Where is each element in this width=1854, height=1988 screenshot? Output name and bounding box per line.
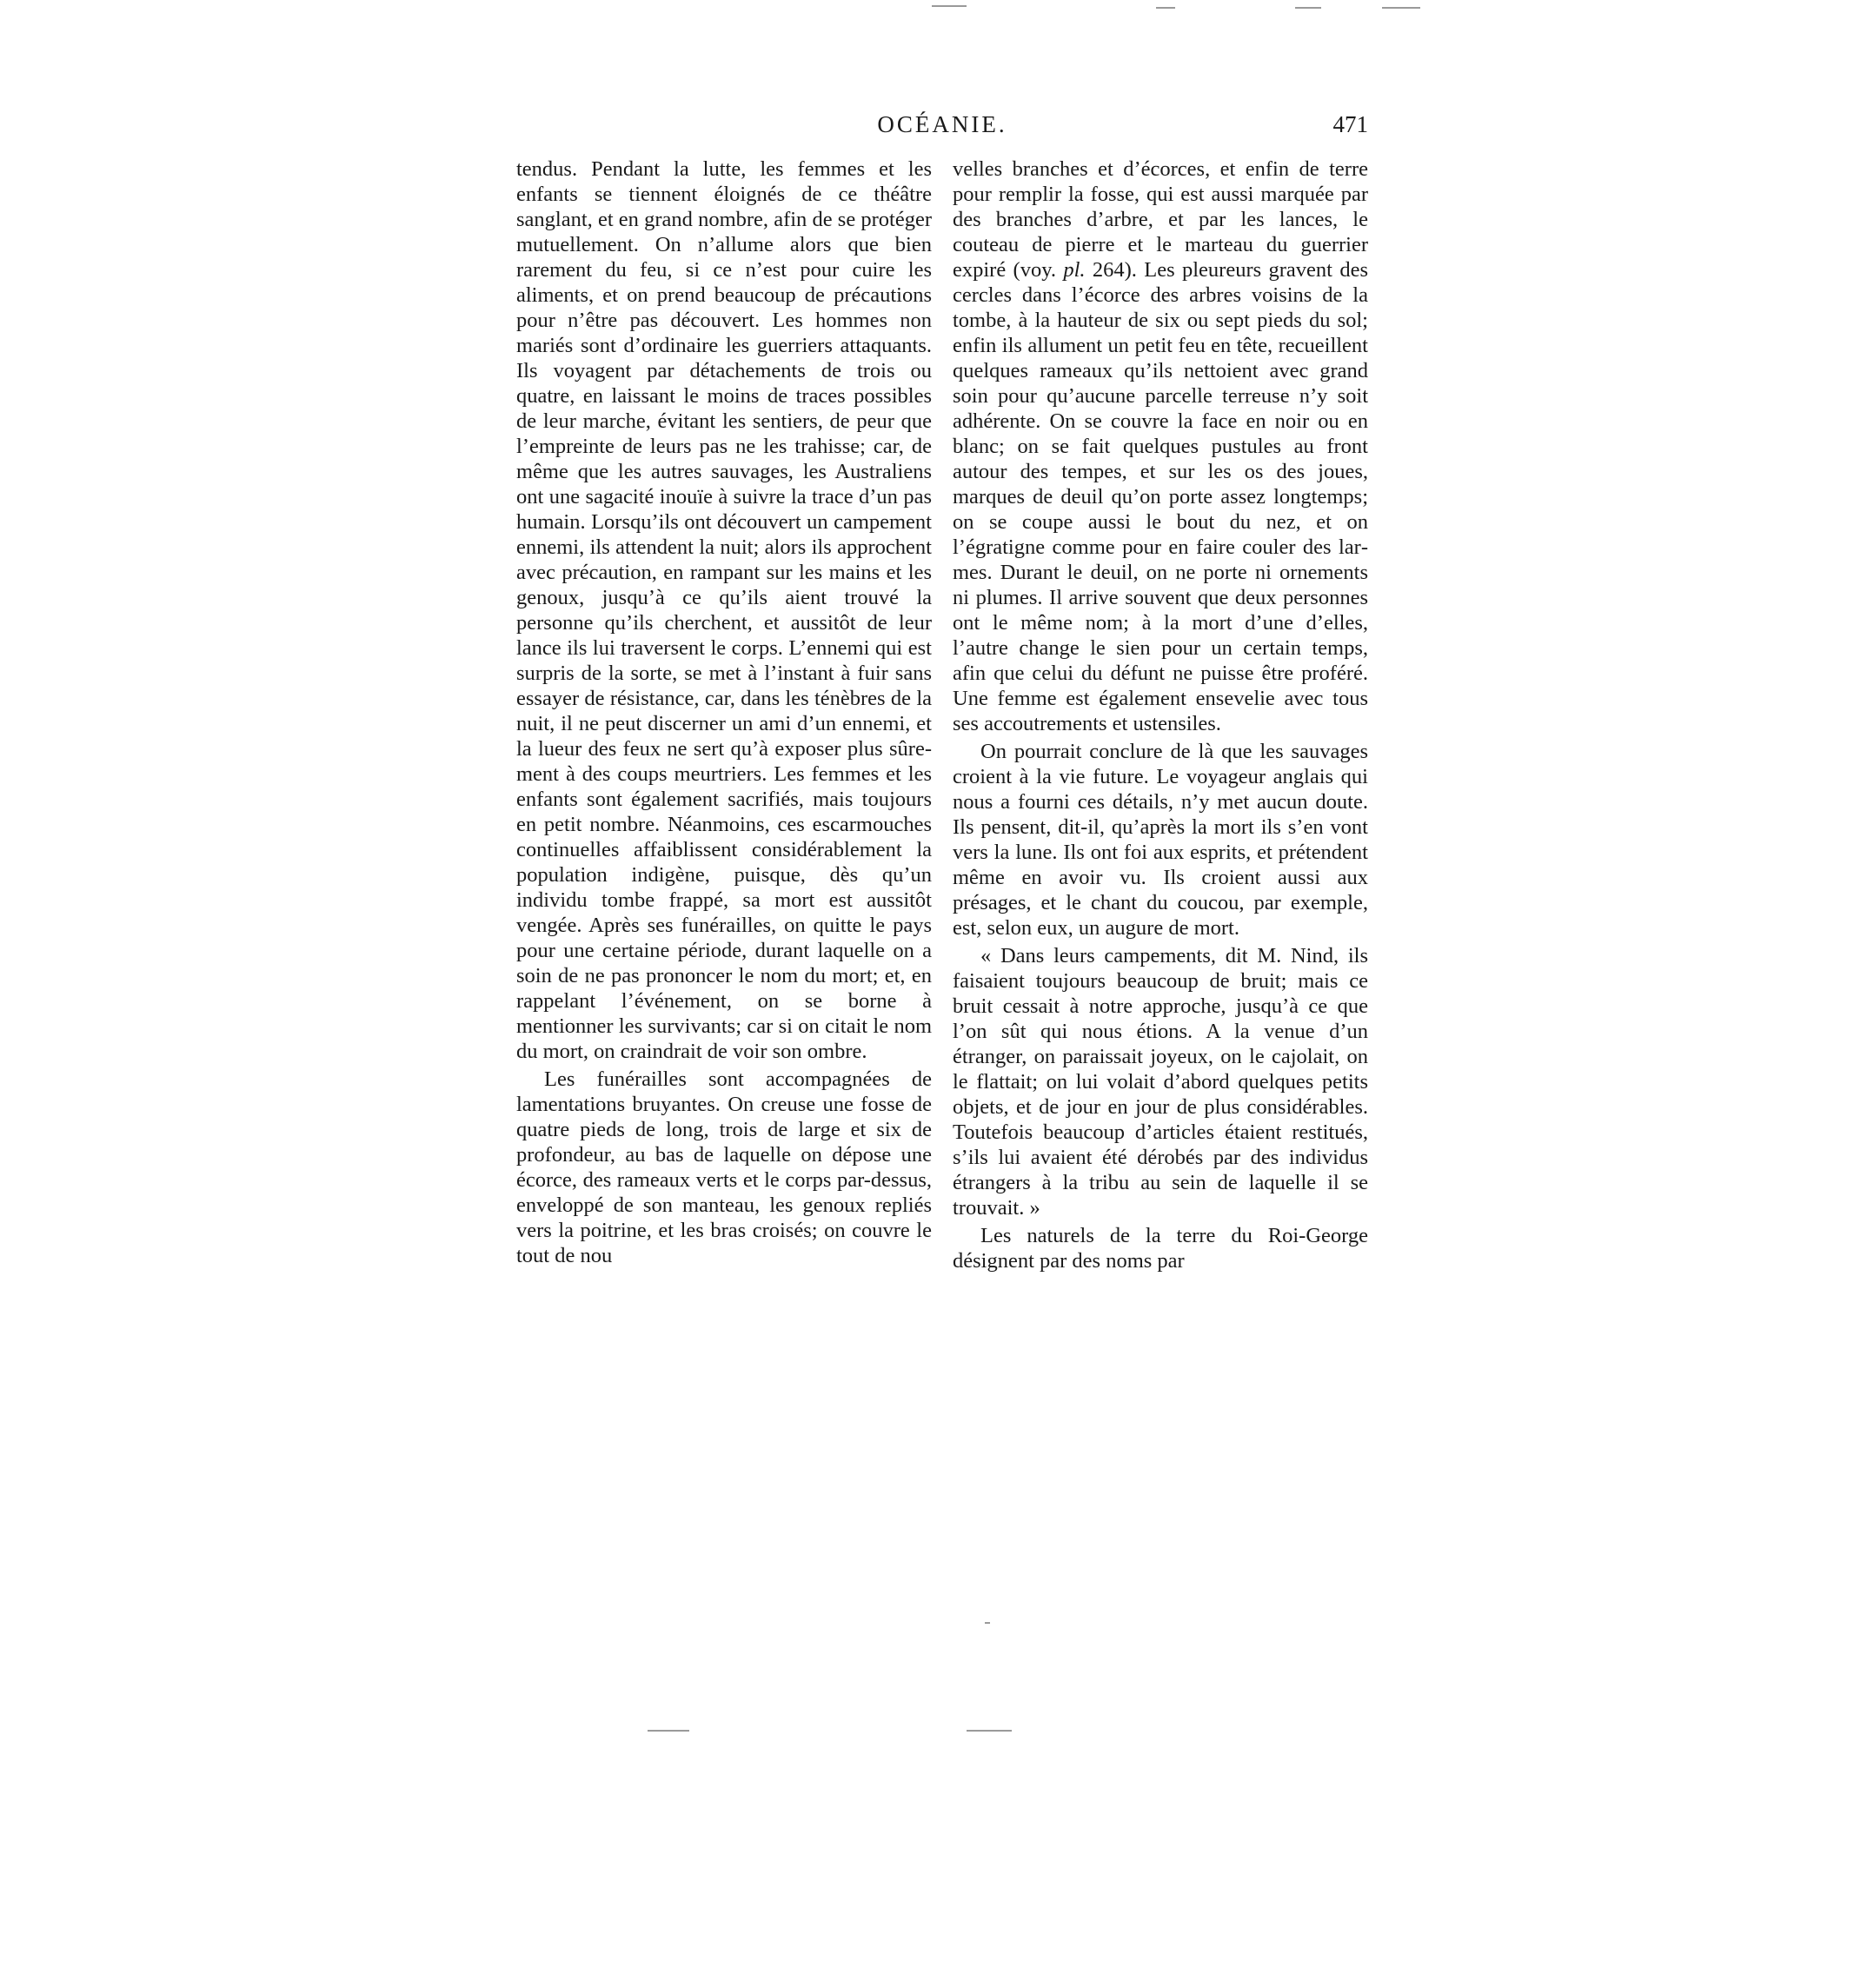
page-number: 471 [1332, 111, 1368, 137]
scan-speck [1156, 7, 1175, 9]
scan-speck [1295, 7, 1321, 9]
scan-speck [967, 1730, 1012, 1732]
scan-speck [932, 5, 967, 7]
running-head [516, 111, 1368, 146]
paragraph-quotation-nind: « Dans leurs campements, dit M. Nind, ils faisaient toujours beaucoup de bruit; mais ce bruit cessait à notre approche, jusqu’à ce que l’on sût qui nous étions. A la venue d’un étranger, on paraissait joyeux, on le cajolait, on le flattait; on lui volait d’abord quelques petits objets, et de jour en jour de plus considérables. Toutefois beaucoup d’articles étaient restitués, s’ils lui avaient été dérobés par des individus étrangers à la tribu au sein de laquelle il se trouvait. » [953, 944, 1368, 1220]
plate-reference: pl. [1063, 258, 1086, 282]
paragraph-burial-text-b: 264). Les pleureurs gravent des cercles dans l’écorce des arbres voisins de la tombe, à la hauteur de six ou sept pieds du sol; enfin ils allument un petit feu en tête, recueillent quelques rameaux qu’ils nettoient avec grand soin pour qu’aucune parcelle terreuse n’y soit adhérente. On se couvre la face en noir ou en blanc; on se fait quelques pustules au front autour des tempes, et sur les os des joues, marques de deuil qu’on porte assez longtemps; on se coupe aussi le bout du nez, et on l’égratigne comme pour en faire couler des larmes. Durant le deuil, on ne porte ni ornements ni plumes. Il arrive souvent que deux personnes ont le même nom; à la mort d’une d’elles, l’autre change le sien pour un certain temps, afin que celui du défunt ne puisse être proféré. Une femme est également ensevelie avec tous ses accoutrements et ustensiles. [953, 258, 1368, 735]
paragraph-burial-text-a: velles branches et d’écorces, et enfin de terre pour remplir la fosse, qui est aussi marquée par des branches d’arbre, et par les lances, le couteau de pierre et le marteau du guerrier expiré (voy. [953, 157, 1368, 282]
paragraph-burial-continued [953, 156, 1368, 736]
running-title: OCÉANIE. [877, 111, 1007, 137]
scan-speck [1382, 7, 1420, 9]
paragraph-afterlife: On pourrait conclure de là que les sauvages croient à la vie future. Le voyageur anglais qui nous a fourni ces détails, n’y met aucun doute. Ils pensent, dit-il, qu’après la mort ils s’en vont vers la lune. Ils ont foi aux esprits, et prétendent même en avoir vu. Ils croient aussi aux présages, et le chant du coucou, par exemple, est, selon eux, un augure de mort. [953, 740, 1368, 940]
paragraph-continued: tendus. Pendant la lutte, les femmes et les enfants se tiennent éloignés de ce théâtre sanglant, et en grand nombre, afin de se protéger mutuellement. On n’allume alors que bien rarement du feu, si ce n’est pour cuire les aliments, et on prend beaucoup de précautions pour n’être pas découvert. Les hommes non mariés sont d’ordinaire les guerriers attaquants. Ils voyagent par détachements de trois ou quatre, en laissant le moins de traces possibles de leur marche, évitant les sentiers, de peur que l’empreinte de leurs pas ne les trahisse; car, de même que les autres sauvages, les Australiens ont une sagacité inouïe à suivre la trace d’un pas humain. Lorsqu’ils ont découvert un campement ennemi, ils attendent la nuit; alors ils approchent avec précaution, en rampant sur les mains et les genoux, jusqu’à ce qu’ils aient trouvé la personne qu’ils cherchent, et aussitôt de leur lance ils lui traversent le corps. L’ennemi qui est surpris de la sorte, se met à l’instant à fuir sans essayer de résistance, car, dans les ténèbres de la nuit, il ne peut discerner un ami d’un ennemi, et la lueur des feux ne sert qu’à exposer plus sûrement à des coups meurtriers. Les femmes et les enfants sont également sacrifiés, mais toujours en petit nombre. Néanmoins, ces escarmouches continuelles affaiblissent considérablement la population indigène, puisque, dès qu’un individu tombe frappé, sa mort est aussitôt vengée. Après ses funérailles, on quitte le pays pour une certaine période, durant laquelle on a soin de ne pas prononcer le nom du mort; et, en rappelant l’événement, on se borne à mentionner les survivants; car si on citait le nom du mort, on craindrait de voir son ombre. [516, 157, 932, 1063]
left-column [516, 156, 932, 1268]
right-column [953, 156, 1368, 1273]
scan-speck [985, 1622, 990, 1624]
paragraph-funerals: Les funérailles sont accompagnées de lamentations bruyantes. On creuse une fosse de quatre pieds de long, trois de large et six de profondeur, au bas de laquelle on dépose une écorce, des rameaux verts et le corps par-dessus, enveloppé de son manteau, les genoux repliés vers la poitrine, et les bras croisés; on couvre le tout de nou [516, 1067, 932, 1267]
paragraph-king-george: Les naturels de la terre du Roi-George désignent par des noms par [953, 1224, 1368, 1273]
scan-speck [648, 1730, 689, 1732]
